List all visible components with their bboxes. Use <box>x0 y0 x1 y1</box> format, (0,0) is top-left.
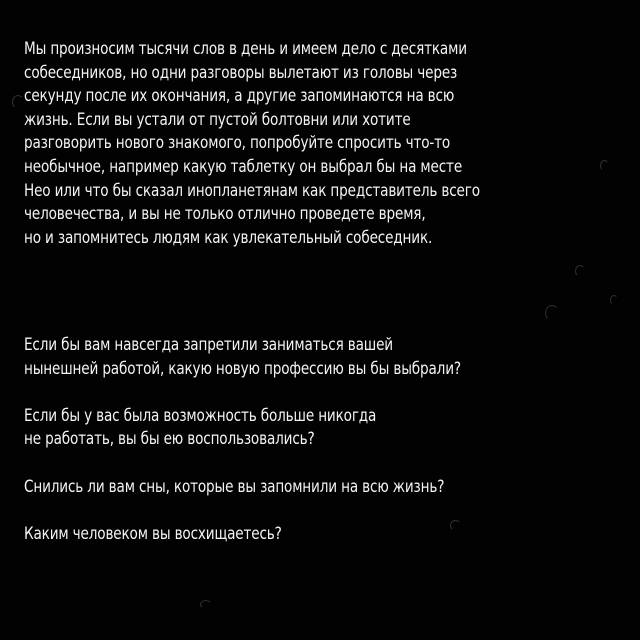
question-item <box>24 405 544 452</box>
dust-speck <box>12 95 24 109</box>
dust-speck <box>600 160 609 171</box>
dust-speck <box>610 295 618 305</box>
question-line: Если бы вам навсегда запретили заниматься вашей <box>24 335 393 355</box>
intro-line: Мы произносим тысячи слов в день и имеем дело с десятками <box>24 39 467 59</box>
question-line: Если бы у вас была возможность больше никогда <box>24 405 377 426</box>
dust-speck <box>545 305 559 321</box>
intro-line: жизнь. Если вы устали от пустой болтовни или хотите <box>24 109 411 130</box>
question-line: Снились ли вам сны, которые вы запомнили на всю жизнь? <box>24 476 445 497</box>
intro-line: человечества, и вы не только отлично проведете время, <box>24 204 426 225</box>
dust-speck <box>200 600 212 609</box>
question-item <box>24 523 544 547</box>
intro-line: но и запомнитесь людям как увлекательный собеседник. <box>24 227 433 248</box>
intro-line: необычное, например какую таблетку он выбрал бы на месте <box>24 156 463 177</box>
intro-line: Нео или что бы сказал инопланетянам как представитель всего <box>24 180 480 201</box>
intro-line: собеседников, но одни разговоры вылетают из головы через <box>24 62 458 83</box>
question-line: нынешней работой, какую новую профессию вы бы выбрали? <box>24 358 461 379</box>
intro-paragraph <box>24 38 544 250</box>
dust-speck <box>575 265 585 277</box>
question-line: Каким человеком вы восхищаетесь? <box>24 523 282 544</box>
intro-line: секунду после их окончания, а другие запоминаются на всю <box>24 86 455 107</box>
intro-line: разговорить нового знакомого, попробуйте спросить что-то <box>24 133 451 154</box>
question-item <box>24 476 544 500</box>
question-line: не работать, вы бы ею воспользовались? <box>24 429 315 450</box>
question-item <box>24 334 544 381</box>
questions-list <box>24 334 544 570</box>
